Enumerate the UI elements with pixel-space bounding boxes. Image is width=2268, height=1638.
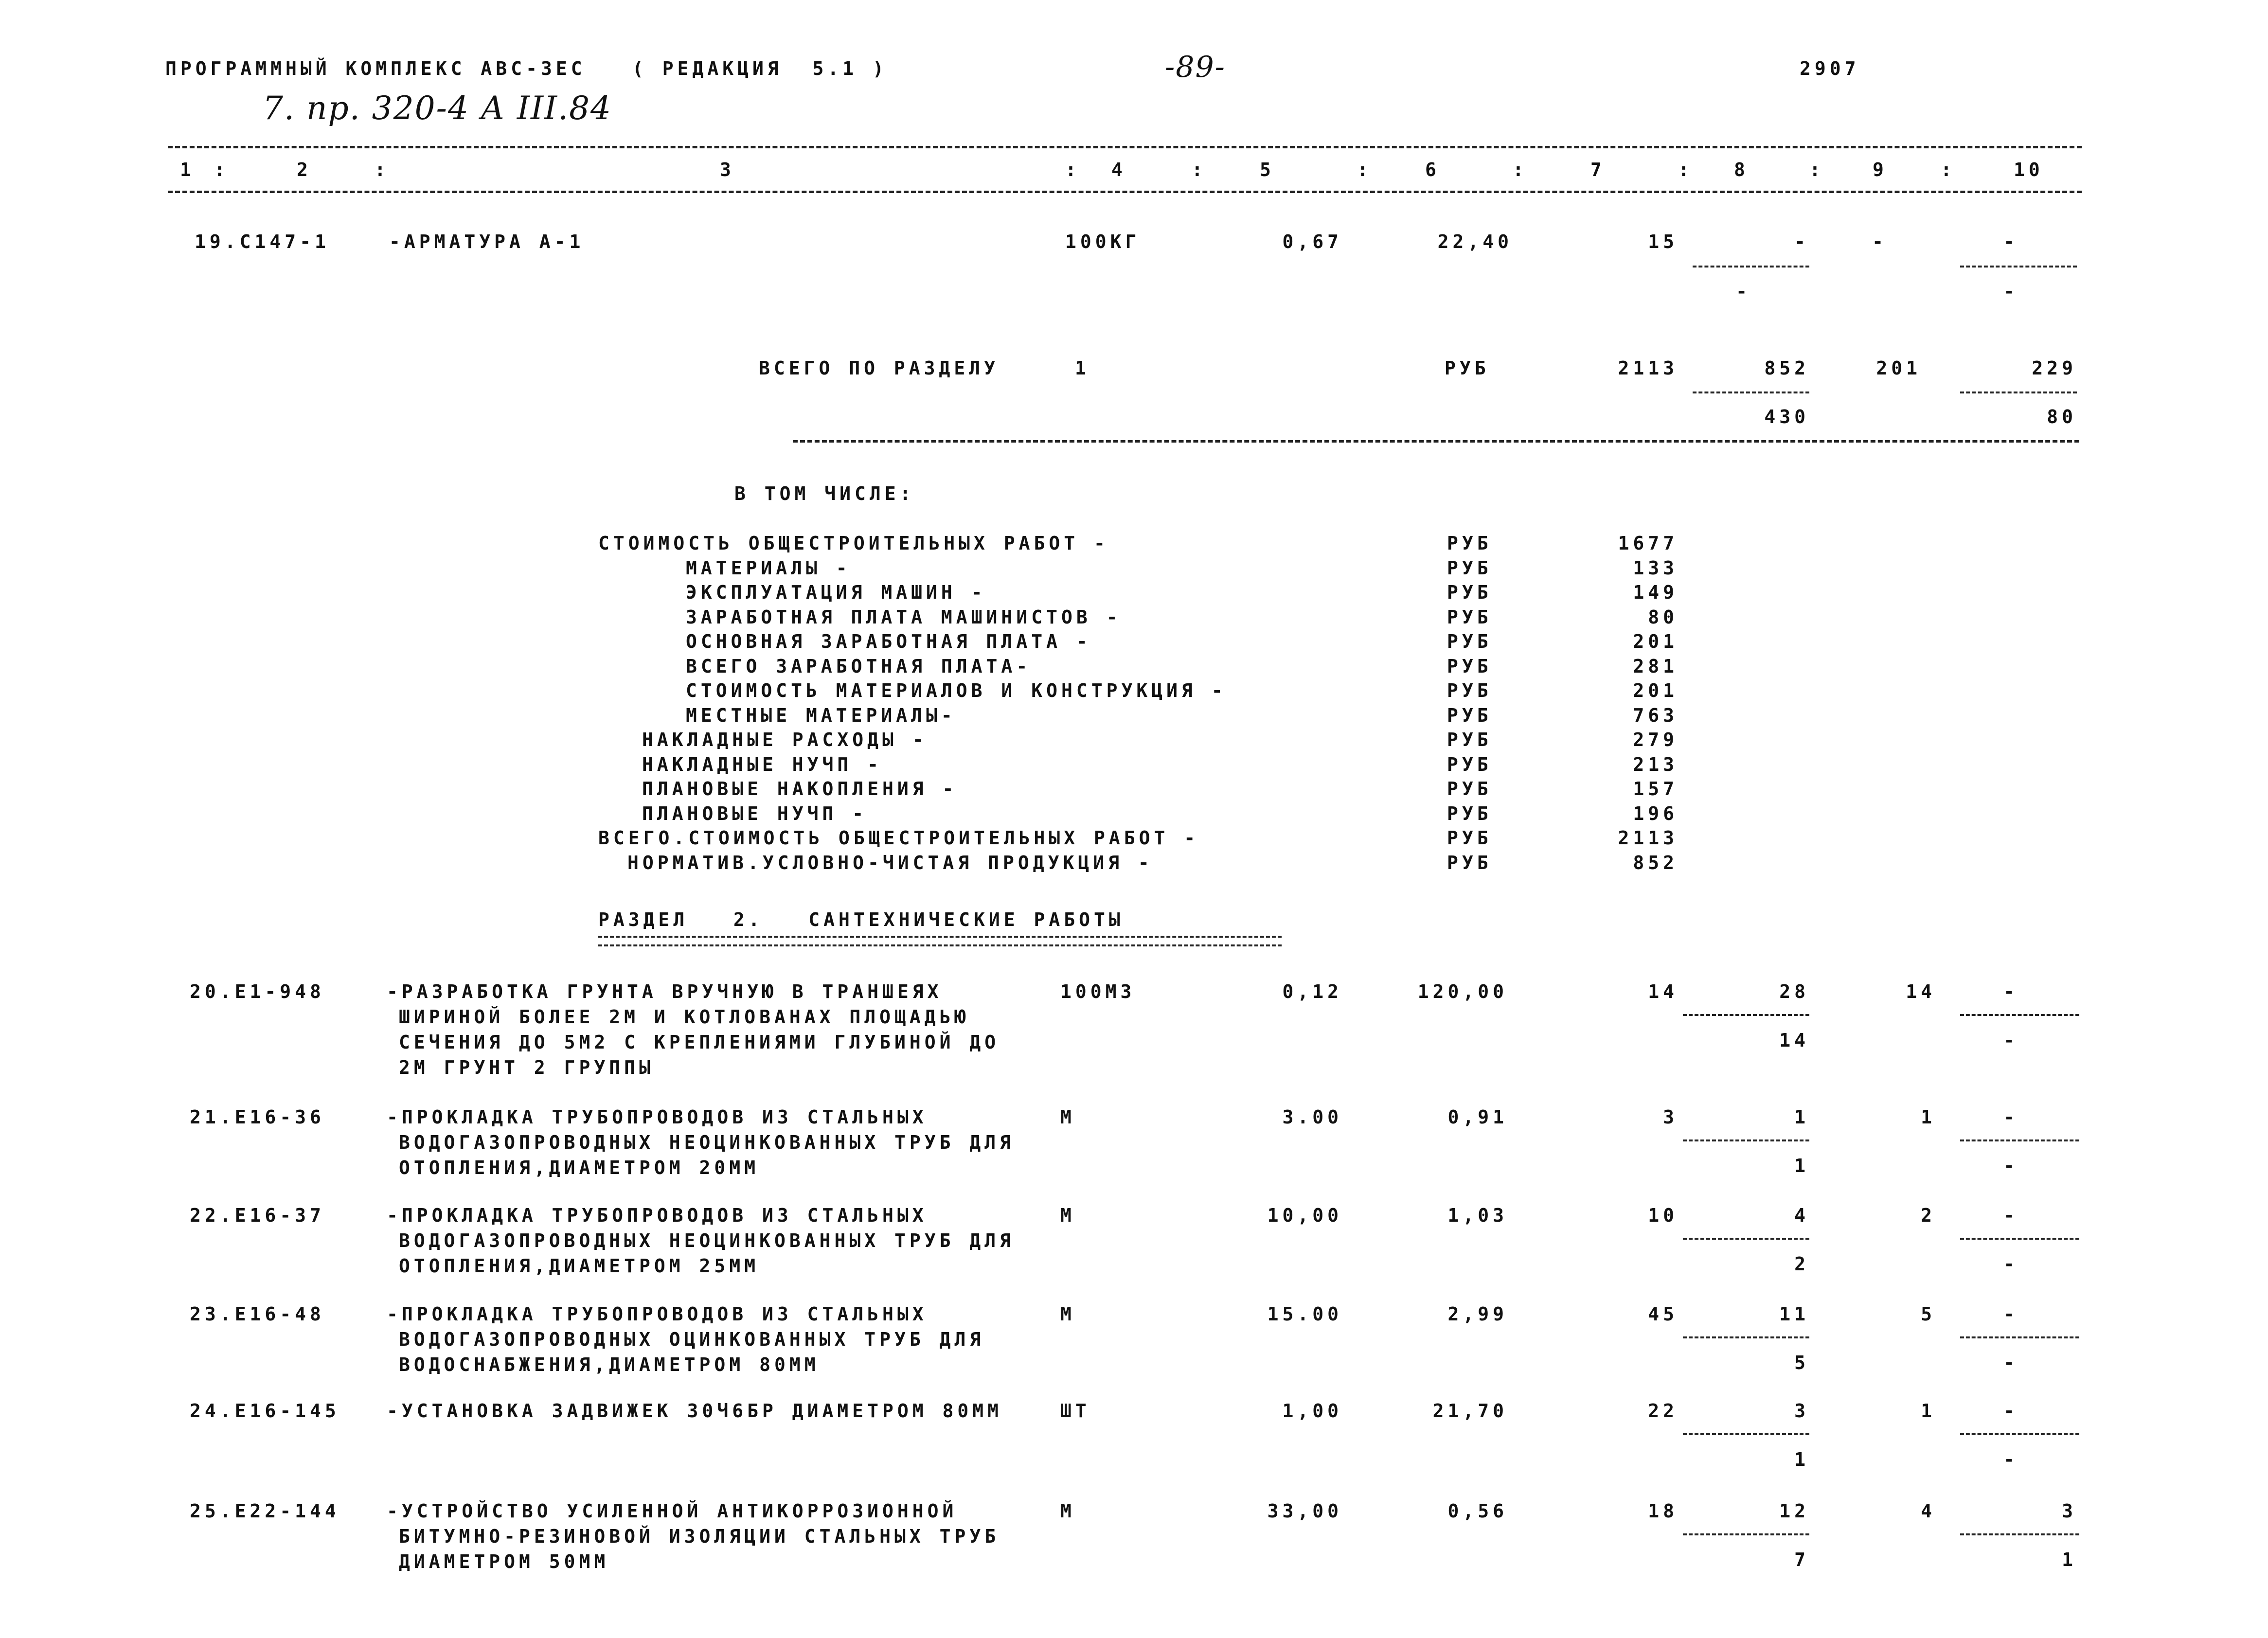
section-total-label: ВСЕГО ПО РАЗДЕЛУ xyxy=(759,357,1000,379)
page-number: -89- xyxy=(1165,50,1226,84)
item-unit: М xyxy=(1060,1205,1075,1226)
item-col8-bottom: 1 xyxy=(1794,1449,1809,1470)
breakdown-label: ВСЕГО ЗАРАБОТНАЯ ПЛАТА- xyxy=(686,655,1032,677)
col8-divider xyxy=(1683,1014,1809,1016)
item-unit: 100КГ xyxy=(1065,231,1141,252)
item-col9: 2 xyxy=(1921,1205,1936,1226)
breakdown-unit: РУБ xyxy=(1447,557,1492,579)
breakdown-unit: РУБ xyxy=(1447,582,1492,603)
column-header-8: 8 xyxy=(1734,159,1749,180)
breakdown-label: ЗАРАБОТНАЯ ПЛАТА МАШИНИСТОВ - xyxy=(686,606,1122,628)
col8-divider xyxy=(1693,392,1809,393)
col8-divider xyxy=(1683,1238,1809,1240)
breakdown-value: 279 xyxy=(1633,729,1678,750)
item-description-line: ВОДОГАЗОПРОВОДНЫХ ОЦИНКОВАННЫХ ТРУБ ДЛЯ xyxy=(399,1329,985,1350)
breakdown-value: 2113 xyxy=(1618,827,1678,849)
item-unit: ШТ xyxy=(1060,1400,1090,1422)
item-code: 19.С147-1 xyxy=(195,231,330,252)
column-header-separator: : xyxy=(1678,159,1693,180)
breakdown-value: 80 xyxy=(1648,606,1678,628)
column-header-1: 1 xyxy=(180,159,195,180)
item-description-line: -УСТАНОВКА ЗАДВИЖЕК 30Ч6БР ДИАМЕТРОМ 80ММ xyxy=(387,1400,1002,1422)
item-qty: 0,12 xyxy=(1282,981,1342,1002)
breakdown-unit: РУБ xyxy=(1447,704,1492,726)
breakdown-unit: РУБ xyxy=(1447,680,1492,701)
item-description-line: БИТУМНО-РЕЗИНОВОЙ ИЗОЛЯЦИИ СТАЛЬНЫХ ТРУБ xyxy=(399,1526,1000,1547)
breakdown-value: 196 xyxy=(1633,802,1678,824)
item-col10-bottom: - xyxy=(2003,1449,2018,1470)
item-description-line: ОТОПЛЕНИЯ,ДИАМЕТРОМ 20ММ xyxy=(399,1157,760,1178)
item-code: 21.Е16-36 xyxy=(190,1106,325,1128)
breakdown-value: 201 xyxy=(1633,631,1678,652)
breakdown-value: 157 xyxy=(1633,778,1678,800)
item-col10-bottom: - xyxy=(2003,1253,2018,1275)
col10-divider xyxy=(1960,1336,2079,1338)
item-col8: 3 xyxy=(1794,1400,1809,1422)
section-total-number: 1 xyxy=(1075,357,1090,379)
item-col8-bottom: 5 xyxy=(1794,1352,1809,1373)
breakdown-label: ПЛАНОВЫЕ НАКОПЛЕНИЯ - xyxy=(642,778,958,800)
column-header-separator: : xyxy=(1192,159,1207,180)
item-col10-bottom: 1 xyxy=(2062,1549,2077,1570)
item-col8-bottom: - xyxy=(1736,281,1751,302)
column-header-separator: : xyxy=(1513,159,1528,180)
breakdown-unit: РУБ xyxy=(1447,802,1492,824)
item-col8: 28 xyxy=(1779,981,1809,1002)
item-col8-bottom: 2 xyxy=(1794,1253,1809,1275)
column-header-separator: : xyxy=(375,159,390,180)
item-code: 20.Е1-948 xyxy=(190,981,325,1002)
column-header-5: 5 xyxy=(1260,159,1275,180)
breakdown-unit: РУБ xyxy=(1447,631,1492,652)
item-description-line: -УСТРОЙСТВО УСИЛЕННОЙ АНТИКОРРОЗИОННОЙ xyxy=(387,1500,958,1522)
breakdown-value: 133 xyxy=(1633,557,1678,579)
item-col10-bottom: - xyxy=(2003,281,2018,302)
col8-divider xyxy=(1683,1533,1809,1535)
breakdown-label: НАКЛАДНЫЕ НУЧП - xyxy=(642,753,883,775)
item-price: 1,03 xyxy=(1447,1205,1508,1226)
breakdown-value: 852 xyxy=(1633,852,1678,873)
edition-label: ( РЕДАКЦИЯ 5.1 ) xyxy=(632,58,888,79)
section2-underline xyxy=(598,936,1282,946)
col10-divider xyxy=(1960,1533,2079,1535)
item-col10: 3 xyxy=(2062,1500,2077,1522)
item-price: 120,00 xyxy=(1417,981,1508,1002)
header-rule-bottom xyxy=(168,191,2082,193)
item-price: 21,70 xyxy=(1432,1400,1508,1422)
item-col9: - xyxy=(1872,231,1887,252)
item-unit: М xyxy=(1060,1106,1075,1128)
breakdown-label: ОСНОВНАЯ ЗАРАБОТНАЯ ПЛАТА - xyxy=(686,631,1091,652)
item-col10-bottom: - xyxy=(2003,1155,2018,1176)
breakdown-label: МЕСТНЫЕ МАТЕРИАЛЫ- xyxy=(686,704,956,726)
breakdown-unit: РУБ xyxy=(1447,606,1492,628)
item-code: 22.Е16-37 xyxy=(190,1205,325,1226)
item-price: 0,56 xyxy=(1447,1500,1508,1522)
breakdown-value: 763 xyxy=(1633,704,1678,726)
item-total: 22 xyxy=(1648,1400,1678,1422)
item-col10: - xyxy=(2003,1303,2018,1325)
section-total-col9: 201 xyxy=(1876,357,1921,379)
breakdown-label: ВСЕГО.СТОИМОСТЬ ОБЩЕСТРОИТЕЛЬНЫХ РАБОТ - xyxy=(598,827,1199,849)
item-description-line: ДИАМЕТРОМ 50ММ xyxy=(399,1551,609,1572)
item-col10: - xyxy=(2003,981,2018,1002)
section-total-col10-bottom: 80 xyxy=(2047,406,2077,427)
breakdown-unit: РУБ xyxy=(1447,655,1492,677)
item-description-line: ВОДОГАЗОПРОВОДНЫХ НЕОЦИНКОВАННЫХ ТРУБ ДЛЯ xyxy=(399,1132,1015,1153)
item-qty: 10,00 xyxy=(1267,1205,1342,1226)
column-header-3: 3 xyxy=(720,159,735,180)
breakdown-unit: РУБ xyxy=(1447,533,1492,554)
item-col8: 4 xyxy=(1794,1205,1809,1226)
breakdown-unit: РУБ xyxy=(1447,827,1492,849)
item-col8-bottom: 14 xyxy=(1779,1030,1809,1051)
item-description-line: 2М ГРУНТ 2 ГРУППЫ xyxy=(399,1057,654,1078)
item-name: -АРМАТУРА А-1 xyxy=(389,231,585,252)
item-col8: 1 xyxy=(1794,1106,1809,1128)
item-col10: - xyxy=(2003,1400,2018,1422)
breakdown-unit: РУБ xyxy=(1447,729,1492,750)
section2-title: РАЗДЕЛ 2. САНТЕХНИЧЕСКИЕ РАБОТЫ xyxy=(598,909,1124,930)
col10-divider xyxy=(1960,1433,2079,1435)
breakdown-label: ЭКСПЛУАТАЦИЯ МАШИН - xyxy=(686,582,986,603)
breakdown-unit: РУБ xyxy=(1447,778,1492,800)
item-description-line: -ПРОКЛАДКА ТРУБОПРОВОДОВ ИЗ СТАЛЬНЫХ xyxy=(387,1106,928,1128)
program-title: ПРОГРАММНЫЙ КОМПЛЕКС АВС-ЗЕС xyxy=(165,58,586,79)
item-unit: М xyxy=(1060,1303,1075,1325)
column-header-separator: : xyxy=(1941,159,1956,180)
item-description-line: ШИРИНОЙ БОЛЕЕ 2М И КОТЛОВАНАХ ПЛОЩАДЬЮ xyxy=(399,1006,970,1028)
item-code: 24.Е16-145 xyxy=(190,1400,340,1422)
item-col9: 1 xyxy=(1921,1106,1936,1128)
item-col8: - xyxy=(1794,231,1809,252)
breakdown-unit: РУБ xyxy=(1447,852,1492,873)
col8-divider xyxy=(1683,1433,1809,1435)
column-header-separator: : xyxy=(1357,159,1372,180)
column-header-10: 10 xyxy=(2014,159,2044,180)
breakdown-label: НАКЛАДНЫЕ РАСХОДЫ - xyxy=(642,729,928,750)
handwritten-note: 7. пр. 320-4 А III.84 xyxy=(263,89,612,127)
item-col10-bottom: - xyxy=(2003,1352,2018,1373)
breakdown-unit: РУБ xyxy=(1447,753,1492,775)
col10-divider xyxy=(1960,1014,2079,1016)
breakdown-value: 1677 xyxy=(1618,533,1678,554)
item-qty: 3.00 xyxy=(1282,1106,1342,1128)
col8-divider xyxy=(1693,266,1809,267)
col10-divider xyxy=(1960,1139,2079,1141)
column-header-4: 4 xyxy=(1111,159,1126,180)
section-total-col8-bottom: 430 xyxy=(1764,406,1809,427)
column-header-6: 6 xyxy=(1425,159,1440,180)
item-col9: 4 xyxy=(1921,1500,1936,1522)
col8-divider xyxy=(1683,1139,1809,1141)
item-description-line: -ПРОКЛАДКА ТРУБОПРОВОДОВ ИЗ СТАЛЬНЫХ xyxy=(387,1205,928,1226)
item-price: 0,91 xyxy=(1447,1106,1508,1128)
section-total-rule xyxy=(793,440,2079,443)
col10-divider xyxy=(1960,266,2077,267)
header-rule-top xyxy=(168,146,2082,148)
column-header-9: 9 xyxy=(1873,159,1888,180)
breakdown-label: ПЛАНОВЫЕ НУЧП - xyxy=(642,802,868,824)
section-total-value: 2113 xyxy=(1618,357,1678,379)
item-col8: 12 xyxy=(1779,1500,1809,1522)
breakdown-title: В ТОМ ЧИСЛЕ: xyxy=(734,483,915,504)
item-total: 45 xyxy=(1648,1303,1678,1325)
item-col10-bottom: - xyxy=(2003,1030,2018,1051)
section-total-unit: РУБ xyxy=(1445,357,1490,379)
item-col8: 11 xyxy=(1779,1303,1809,1325)
item-total: 3 xyxy=(1663,1106,1678,1128)
item-col10: - xyxy=(2003,1205,2018,1226)
breakdown-value: 281 xyxy=(1633,655,1678,677)
item-col8-bottom: 7 xyxy=(1794,1549,1809,1570)
breakdown-label: СТОИМОСТЬ МАТЕРИАЛОВ И КОНСТРУКЦИЯ - xyxy=(686,680,1227,701)
item-qty: 15.00 xyxy=(1267,1303,1342,1325)
col10-divider xyxy=(1960,392,2077,393)
item-description-line: ВОДОГАЗОПРОВОДНЫХ НЕОЦИНКОВАННЫХ ТРУБ ДЛЯ xyxy=(399,1230,1015,1251)
doc-number: 2907 xyxy=(1800,58,1860,79)
column-header-separator: : xyxy=(1809,159,1824,180)
item-col8-bottom: 1 xyxy=(1794,1155,1809,1176)
section-total-col10: 229 xyxy=(2032,357,2077,379)
item-qty: 33,00 xyxy=(1267,1500,1342,1522)
item-total: 18 xyxy=(1648,1500,1678,1522)
item-qty: 0,67 xyxy=(1282,231,1342,252)
item-price: 22,40 xyxy=(1437,231,1513,252)
item-col10: - xyxy=(2003,231,2018,252)
item-unit: М xyxy=(1060,1500,1075,1522)
breakdown-label: СТОИМОСТЬ ОБЩЕСТРОИТЕЛЬНЫХ РАБОТ - xyxy=(598,533,1109,554)
item-qty: 1,00 xyxy=(1282,1400,1342,1422)
item-col9: 14 xyxy=(1906,981,1936,1002)
breakdown-label: НОРМАТИВ.УСЛОВНО-ЧИСТАЯ ПРОДУКЦИЯ - xyxy=(627,852,1153,873)
col8-divider xyxy=(1683,1336,1809,1338)
item-unit: 100М3 xyxy=(1060,981,1136,1002)
item-col10: - xyxy=(2003,1106,2018,1128)
item-description-line: -ПРОКЛАДКА ТРУБОПРОВОДОВ ИЗ СТАЛЬНЫХ xyxy=(387,1303,928,1325)
column-header-7: 7 xyxy=(1590,159,1606,180)
item-col9: 5 xyxy=(1921,1303,1936,1325)
item-code: 23.Е16-48 xyxy=(190,1303,325,1325)
item-total: 15 xyxy=(1648,231,1678,252)
item-description-line: ВОДОСНАБЖЕНИЯ,ДИАМЕТРОМ 80ММ xyxy=(399,1354,820,1375)
item-total: 14 xyxy=(1648,981,1678,1002)
item-col9: 1 xyxy=(1921,1400,1936,1422)
section-total-col8: 852 xyxy=(1764,357,1809,379)
breakdown-value: 201 xyxy=(1633,680,1678,701)
breakdown-value: 149 xyxy=(1633,582,1678,603)
breakdown-value: 213 xyxy=(1633,753,1678,775)
item-code: 25.Е22-144 xyxy=(190,1500,340,1522)
column-header-separator: : xyxy=(1065,159,1080,180)
item-total: 10 xyxy=(1648,1205,1678,1226)
column-header-separator: : xyxy=(214,159,229,180)
item-price: 2,99 xyxy=(1447,1303,1508,1325)
col10-divider xyxy=(1960,1238,2079,1240)
breakdown-label: МАТЕРИАЛЫ - xyxy=(686,557,851,579)
item-description-line: -РАЗРАБОТКА ГРУНТА ВРУЧНУЮ В ТРАНШЕЯХ xyxy=(387,981,943,1002)
column-header-2: 2 xyxy=(297,159,312,180)
item-description-line: СЕЧЕНИЯ ДО 5М2 С КРЕПЛЕНИЯМИ ГЛУБИНОЙ ДО xyxy=(399,1032,1000,1053)
item-description-line: ОТОПЛЕНИЯ,ДИАМЕТРОМ 25ММ xyxy=(399,1255,760,1277)
